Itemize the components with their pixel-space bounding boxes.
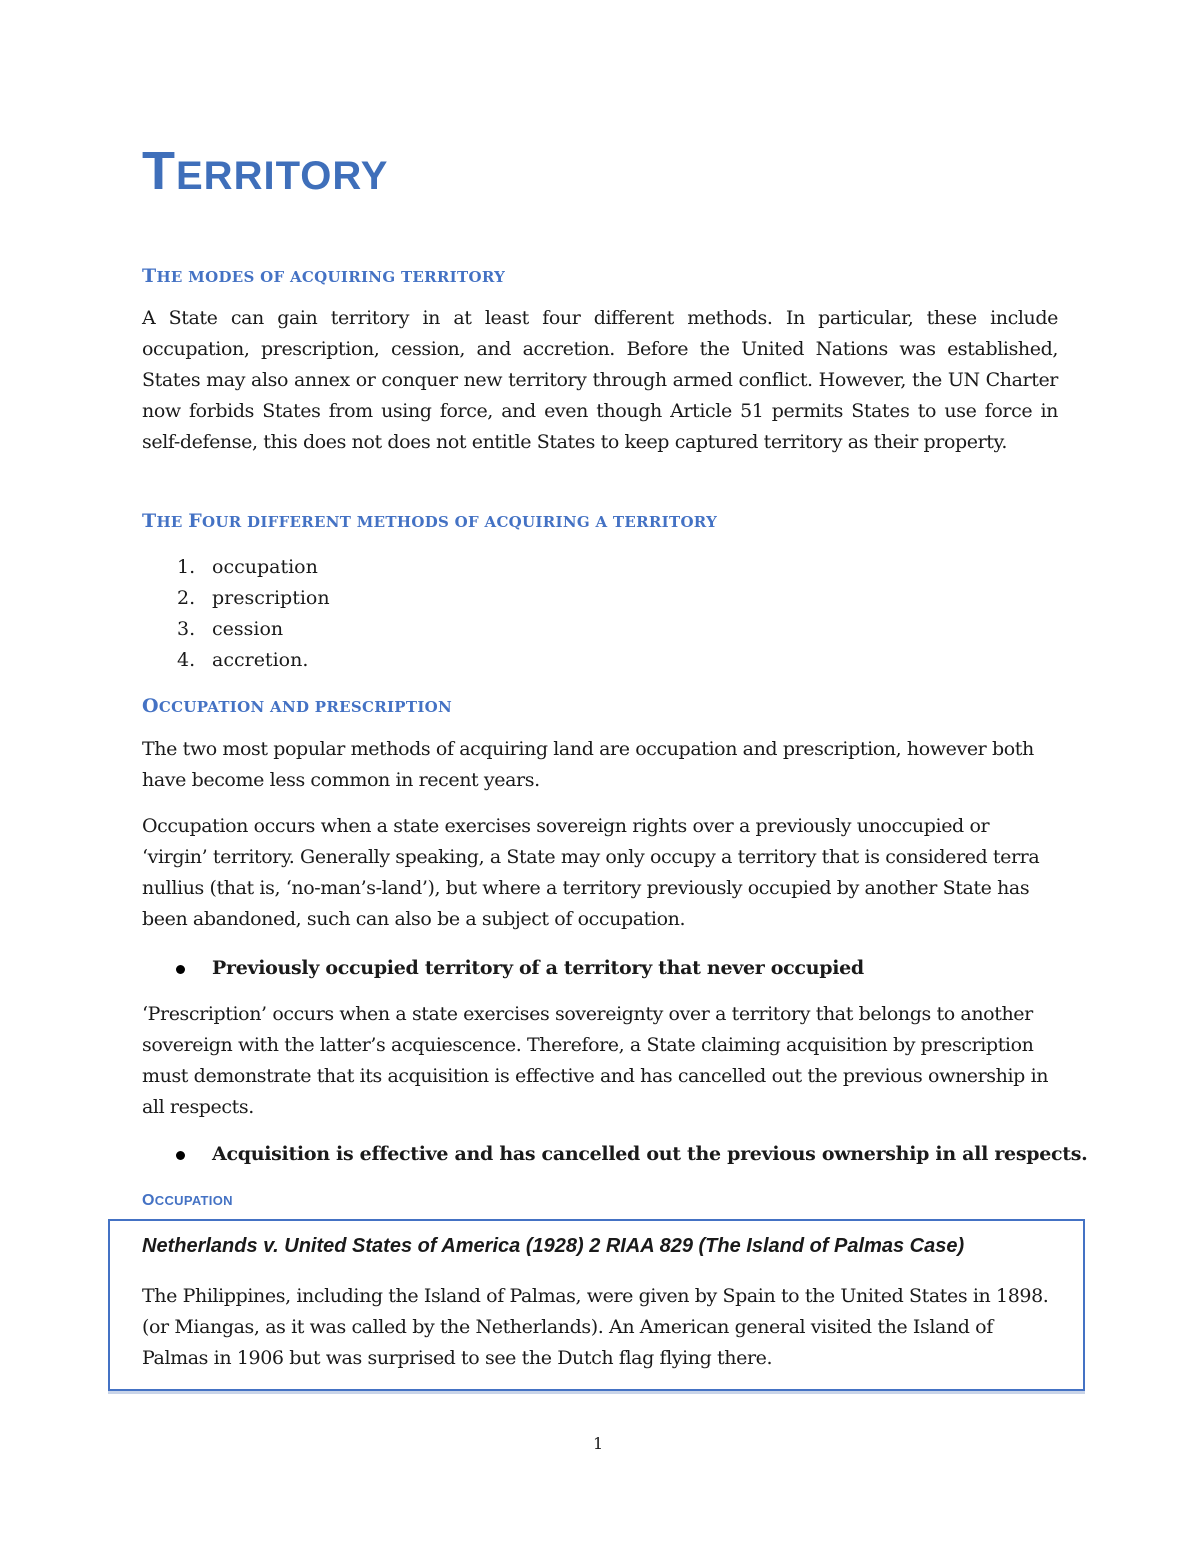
list-item-label: occupation: [212, 556, 318, 578]
list-item-number: 1.: [177, 556, 196, 578]
title-initial: T: [142, 141, 176, 201]
bullet-acquisition-effective: [142, 1139, 1087, 1170]
heading-four-rest: OUR DIFFERENT METHODS OF ACQUIRING A TERRITORY: [201, 513, 718, 531]
list-item-label: cession: [212, 618, 284, 640]
case-text: The Philippines, including the Island of Palmas, were given by Spain to the United States in 1898. (or Miangas, as it was called by the Netherlands). An American general visited the Island of Palmas in 1906 but was surprised to see the Dutch flag flying there.: [142, 1285, 1049, 1369]
heading-modes: [142, 265, 505, 287]
document-title: [142, 140, 388, 202]
list-item-number: 3.: [177, 618, 196, 640]
list-item-label: prescription: [212, 587, 330, 609]
case-box: [108, 1219, 1085, 1391]
list-item-number: 2.: [177, 587, 196, 609]
heading-occupation: [142, 1192, 233, 1210]
list-item: [142, 583, 330, 614]
prescription-paragraph: ‘Prescription’ occurs when a state exercises sovereignty over a territory that belongs to another sovereign with the latter’s acquiescence. Therefore, a State claiming acquisition by prescription must demonstrate that its acquisition is effective and has cancelled out the previous ownership in all respects.: [142, 1003, 1049, 1118]
case-title: Netherlands v. United States of America (1928) 2 RIAA 829 (The Island of Palmas Case): [142, 1235, 965, 1257]
heading-four-mid: HE: [156, 513, 189, 531]
heading-modes-rest: HE MODES OF ACQUIRING TERRITORY: [156, 268, 506, 286]
bullet-previously-occupied: [142, 953, 864, 984]
heading-four-initial: T: [142, 510, 157, 532]
list-item-label: accretion.: [212, 649, 309, 671]
bullet-dot-icon: [176, 1151, 185, 1160]
bullet-text: Previously occupied territory of a territory that never occupied: [212, 957, 864, 979]
heading-occupation-initial: O: [142, 1192, 155, 1209]
heading-four-methods: [142, 510, 717, 532]
heading-four-cap2: F: [188, 510, 202, 532]
bullet-text: Acquisition is effective and has cancelled out the previous ownership in all respects.: [212, 1143, 1088, 1165]
bullet-dot-icon: [176, 965, 185, 974]
list-item: [142, 552, 330, 583]
occupation-paragraph: Occupation occurs when a state exercises sovereign rights over a previously unoccupied or ‘virgin’ territory. Generally speaking, a State may only occupy a territory that is considered terra nullius (that is, ‘no-man’s-land’), but where a territory previously occupied by another State has been abandoned, such can also be a subject of occupation.: [142, 815, 1040, 930]
heading-modes-initial: T: [142, 265, 157, 287]
heading-op-initial: O: [142, 695, 159, 717]
heading-op-rest: CCUPATION AND PRESCRIPTION: [158, 698, 453, 716]
heading-occupation-rest: CCUPATION: [154, 1193, 233, 1208]
page-number: 1: [593, 1434, 604, 1453]
methods-list: [142, 552, 330, 676]
heading-occupation-prescription: [142, 695, 452, 717]
list-item: [142, 614, 330, 645]
modes-paragraph: A State can gain territory in at least four different methods. In particular, these include occupation, prescription, cession, and accretion. Before the United Nations was established, States may also annex or conquer new territory through armed conflict. However, the UN Charter now forbids States from using force, and even though Article 51 permits States to use force in self-defense, this does not does not entitle States to keep captured territory as their property.: [142, 307, 1058, 453]
list-item-number: 4.: [177, 649, 196, 671]
title-rest: ERRITORY: [176, 154, 389, 198]
list-item: [142, 645, 330, 676]
occupation-prescription-paragraph-1: The two most popular methods of acquiring land are occupation and prescription, however both have become less common in recent years.: [142, 738, 1034, 791]
